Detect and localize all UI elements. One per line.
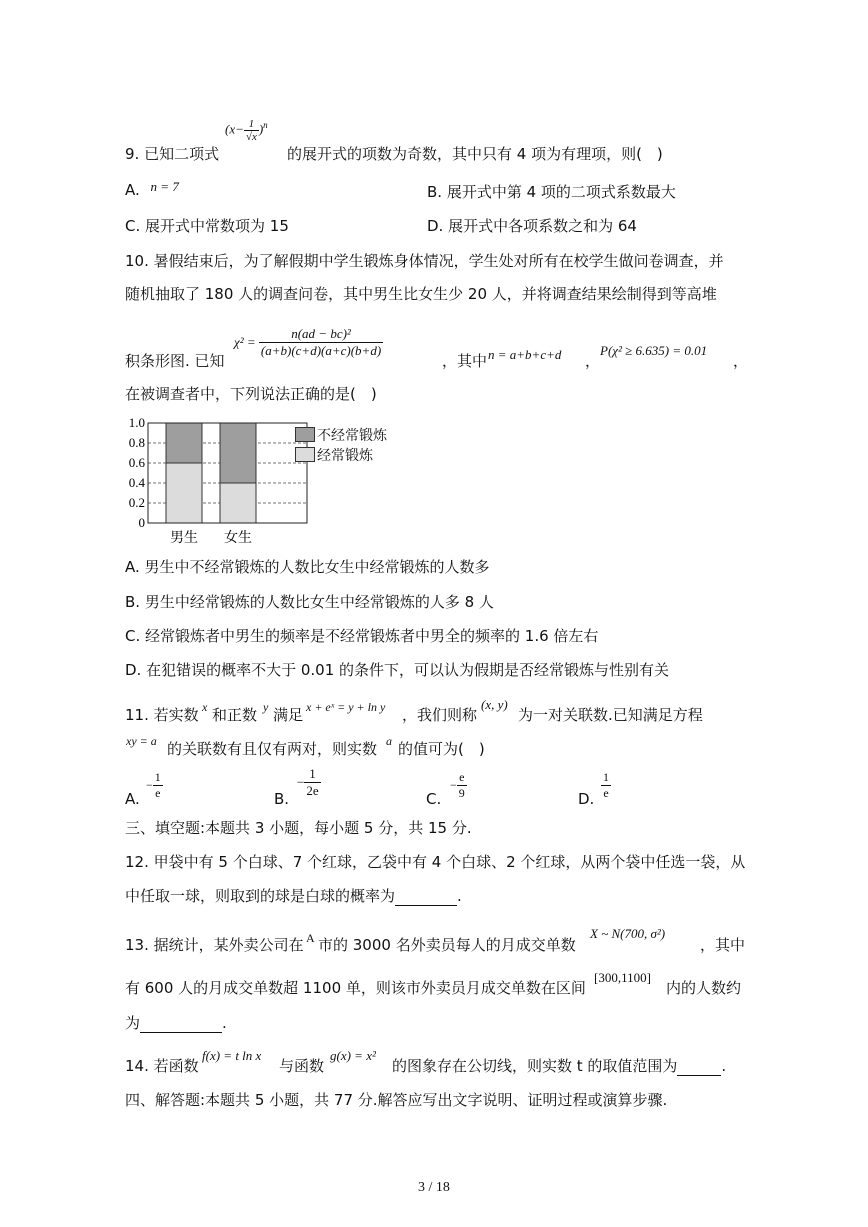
q10-n-formula: n = a+b+c+d: [488, 347, 562, 362]
q14-answer-blank[interactable]: [677, 1057, 721, 1076]
chart-bar-segment: [220, 483, 256, 523]
q10-line-2: 随机抽取了 180 人的调查问卷，其中男生比女生少 20 人，并将调查结果绘制得到等高堆: [125, 285, 717, 303]
chart-bar-segment: [166, 463, 202, 523]
q10-line-3-a: 积条形图. 已知: [125, 352, 225, 370]
q11-line-2-b: 的值可为( ): [398, 740, 485, 758]
page-number: 3 / 18: [418, 1180, 450, 1195]
q11-var-y: y: [263, 700, 269, 714]
q13-line-2-a: 有 600 人的月成交单数超 1100 单，则该市外卖员月成交单数在区间: [125, 979, 586, 997]
chart-y-tick-label: 0.6: [128, 455, 145, 470]
q13-line-1-b: 市的 3000 名外卖员每人的月成交单数: [318, 936, 576, 954]
q9-option-c: C. 展开式中常数项为 15: [125, 217, 289, 235]
q13-answer-blank[interactable]: [140, 1014, 222, 1033]
chart-bars: [166, 423, 256, 523]
legend-label-regular: 经常锻炼: [317, 448, 373, 464]
q10-line-1: 10. 暑假结束后，为了解假期中学生锻炼身体情况，学生处对所有在校学生做问卷调查，并: [125, 252, 724, 270]
q11-var-a: a: [386, 734, 392, 748]
legend-label-not-regular: 不经常锻炼: [317, 428, 387, 444]
q11-option-d-value: $\frac{1}{e}$: [603, 770, 609, 800]
q11-option-a-value: − $\frac{1}{e}$: [146, 770, 161, 800]
q11-line-1-b: 和正数: [212, 706, 258, 724]
q10-line-3-c: ，: [585, 352, 601, 370]
q13-line-1-a: 13. 据统计，某外卖公司在: [125, 936, 304, 954]
q9-stem-a: 9. 已知二项式: [125, 145, 220, 163]
chart-y-tick-label: 0.4: [128, 475, 145, 490]
chart-x-labels: [170, 529, 252, 544]
q11-option-a-label: A.: [125, 790, 140, 808]
q9-option-b: B. 展开式中第 4 项的二项式系数最大: [427, 183, 676, 201]
q14-line-1-c: 的图象存在公切线，则实数 t 的取值范围为 .: [392, 1057, 727, 1075]
q11-line-1-d: ，我们则称: [402, 706, 478, 724]
legend-swatch-regular: [295, 447, 315, 462]
q9-stem: [125, 143, 219, 164]
q12-answer-blank[interactable]: [395, 887, 457, 906]
q10-option-a: A. 男生中不经常锻炼的人数比女生中经常锻炼的人数多: [125, 558, 490, 576]
q13-line-1-c: ，其中: [700, 936, 746, 954]
q11-line-2-a: 的关联数有且仅有两对，则实数: [167, 740, 378, 758]
chart-bar-segment: [166, 423, 202, 463]
q10-option-d: D. 在犯错误的概率不大于 0.01 的条件下，可以认为假期是否经常锻炼与性别有关: [125, 661, 670, 679]
q14-f-formula: f(x) = t ln x: [202, 1048, 262, 1063]
q13-var-A: A: [306, 931, 315, 945]
q13-line-3: 为 .: [125, 1014, 227, 1032]
q13-line-2-b: 内的人数约: [666, 979, 742, 997]
chart-y-tick-label: 0.2: [128, 495, 145, 510]
section-3-heading: 三、填空题:本题共 3 小题，每小题 5 分，共 15 分.: [125, 819, 472, 837]
q13-interval-formula: [300,1100]: [594, 970, 651, 985]
q10-option-b: B. 男生中经常锻炼的人数比女生中经常锻炼的人多 8 人: [125, 593, 494, 611]
chart-bar-segment: [220, 423, 256, 483]
q11-xy-formula: xy = a: [126, 734, 157, 748]
q14-g-formula: g(x) = x²: [330, 1048, 376, 1063]
q10-line-3-d: ，: [733, 352, 749, 370]
chart-y-tick-label: 0.8: [128, 435, 145, 450]
q10-chi-square-formula: χ² = $\frac{\text{n(ad − bc)²}}{(a+b)(c+d)(a+c)(b+d)}$: [234, 326, 382, 358]
q10-line-4: 在被调查者中，下列说法正确的是( ): [125, 385, 377, 403]
q14-line-1-b: 与函数: [279, 1057, 325, 1075]
q9-option-d: D. 展开式中各项系数之和为 64: [427, 217, 637, 235]
q9-option-a: A. n = 7: [125, 179, 179, 199]
q11-option-d-label: D.: [578, 790, 595, 808]
chart-x-tick-label: 女生: [224, 530, 252, 544]
q11-var-x: x: [202, 700, 208, 714]
q12-line-1: 12. 甲袋中有 5 个白球、7 个红球，乙袋中有 4 个白球、2 个红球，从两个袋中任选一袋，从: [125, 853, 746, 871]
q14-line-1-a: 14. 若函数: [125, 1057, 199, 1075]
q11-option-b-label: B.: [274, 790, 290, 808]
q10-option-c: C. 经常锻炼者中男生的频率是不经常锻炼者中男全的频率的 1.6 倍左右: [125, 627, 599, 645]
q11-line-1-e: 为一对关联数.已知满足方程: [518, 706, 703, 724]
section-4-heading: 四、解答题:本题共 5 小题，共 77 分.解答应写出文字说明、证明过程或演算步骤.: [125, 1091, 668, 1109]
q9-binomial-formula: (x− $\frac{1}{√x}$ )$^n$: [225, 118, 268, 143]
q11-line-1-a: 11. 若实数: [125, 706, 199, 724]
q11-option-c-label: C.: [426, 790, 442, 808]
chart-x-tick-label: 男生: [170, 530, 198, 544]
q13-distribution-formula: X ~ N(700, σ²): [590, 926, 666, 941]
legend-swatch-not-regular: [295, 427, 315, 442]
chart-y-tick-label: 0: [138, 515, 145, 530]
q10-p-formula: P(χ² ≥ 6.635) = 0.01: [600, 343, 708, 358]
q10-line-3-b: ，其中: [442, 352, 488, 370]
q12-line-2: 中任取一球，则取到的球是白球的概率为 .: [125, 887, 462, 905]
chart-y-tick-label: 1.0: [128, 415, 145, 430]
q9-option-a-formula: n = 7: [150, 179, 179, 194]
q11-option-c-value: − $\frac{e}{9}$: [450, 770, 465, 800]
q9-stem-b: 的展开式的项数为奇数，其中只有 4 项为有理项，则( ): [287, 145, 663, 163]
q11-line-1-c: 满足: [273, 706, 304, 724]
q11-pair-formula: (x, y): [481, 697, 508, 712]
q11-relation-formula: x + eˣ = y + ln y: [306, 700, 386, 714]
q11-option-b-value: − $\frac{1}{2e}$: [297, 766, 319, 798]
chart-y-ticks: [129, 415, 146, 530]
